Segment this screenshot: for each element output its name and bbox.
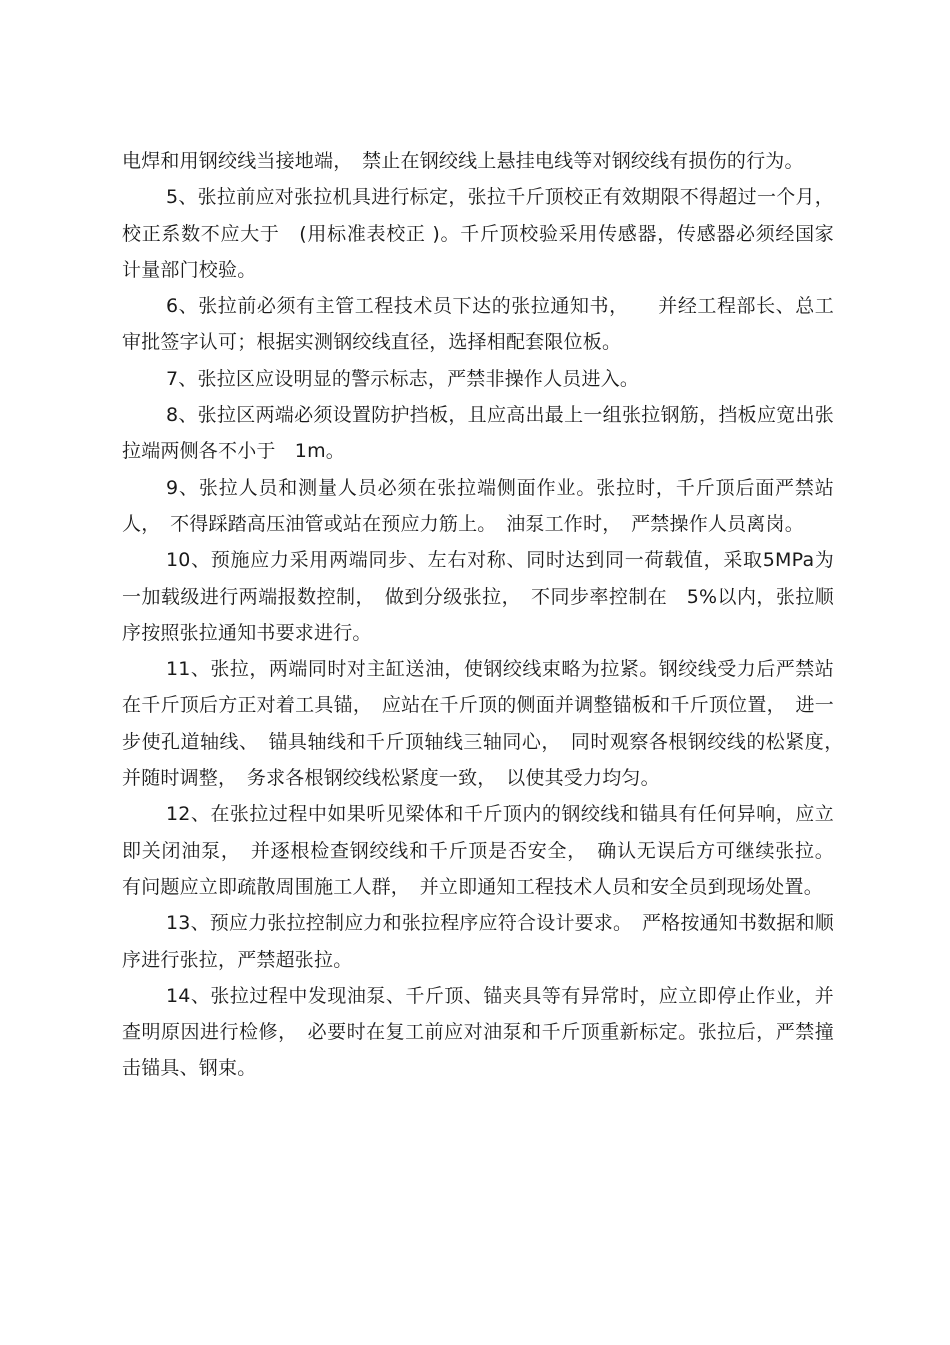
paragraph-item-5: 5、张拉前应对张拉机具进行标定，张拉千斤顶校正有效期限不得超过一个月，校正系数不应大于 (用标准表校正 )。千斤顶校验采用传感器，传感器必须经国家计量部门校验。: [122, 186, 834, 281]
document-body: [122, 143, 854, 1087]
paragraph-item-10: 10、预施应力采用两端同步、左右对称、同时达到同一荷载值，采取5MPa为一加载级进行两端报数控制， 做到分级张拉， 不同步率控制在 5%以内，张拉顺序按照张拉通知书要求进行。: [122, 549, 834, 644]
paragraph-item-6: 6、张拉前必须有主管工程技术员下达的张拉通知书， 并经工程部长、总工审批签字认可；根据实测钢绞线直径，选择相配套限位板。: [122, 295, 834, 354]
paragraph-item-9: 9、张拉人员和测量人员必须在张拉端侧面作业。张拉时，千斤顶后面严禁站人， 不得踩踏高压油管或站在预应力筋上。 油泵工作时， 严禁操作人员离岗。: [122, 476, 834, 535]
paragraph-item-7: 7、张拉区应设明显的警示标志，严禁非操作人员进入。: [166, 367, 640, 390]
paragraph-item-8: 8、张拉区两端必须设置防护挡板，且应高出最上一组张拉钢筋，挡板应宽出张拉端两侧各不小于 1m。: [122, 404, 834, 463]
paragraph-continuation: 电焊和用钢绞线当接地端， 禁止在钢绞线上悬挂电线等对钢绞线有损伤的行为。: [122, 150, 804, 172]
paragraph-item-13: 13、预应力张拉控制应力和张拉程序应符合设计要求。 严格按通知书数据和顺序进行张拉，严禁超张拉。: [122, 912, 834, 971]
paragraph-item-12: 12、在张拉过程中如果听见梁体和千斤顶内的钢绞线和锚具有任何异响，应立即关闭油泵， 并逐根检查钢绞线和千斤顶是否安全， 确认无误后方可继续张拉。 有问题应立即疏散周围施工人群， 并立即通知工程技术人员和安全员到现场处置。: [122, 803, 834, 898]
paragraph-item-14: 14、张拉过程中发现油泵、千斤顶、锚夹具等有异常时，应立即停止作业，并查明原因进行检修， 必要时在复工前应对油泵和千斤顶重新标定。张拉后，严禁撞击锚具、钢束。: [122, 984, 834, 1080]
paragraph-item-11: 11、张拉，两端同时对主缸送油，使钢绞线束略为拉紧。钢绞线受力后严禁站在千斤顶后方正对着工具锚， 应站在千斤顶的侧面并调整锚板和千斤顶位置， 进一步使孔道轴线、 锚具轴线和千斤顶轴线三轴同心， 同时观察各根钢绞线的松紧度， 并随时调整， 务求各根钢绞线松紧度一致， 以使其受力均匀。: [122, 658, 854, 790]
